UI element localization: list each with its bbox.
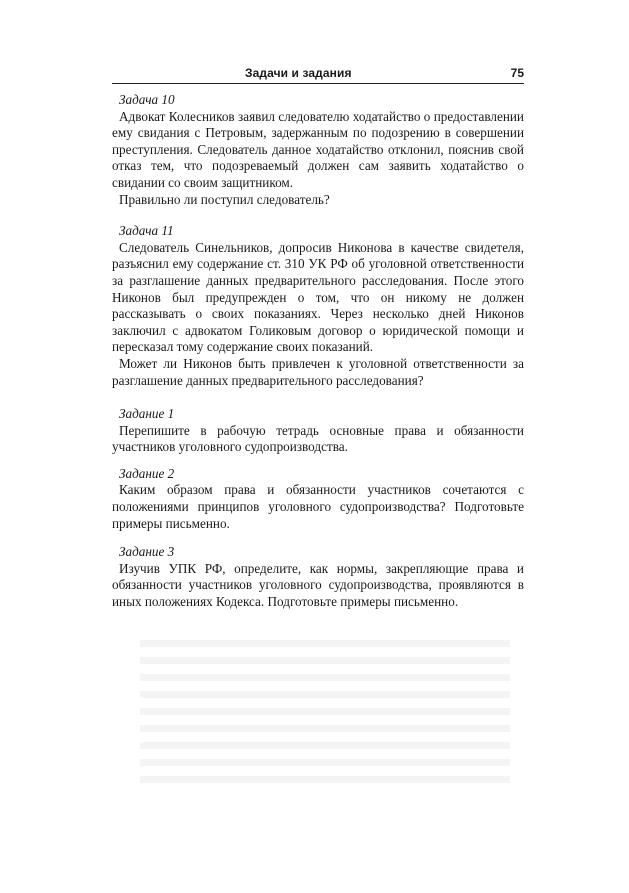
assignment-label: Задание 1 [119, 406, 175, 422]
task-block [112, 92, 524, 208]
assignment-paragraph: Каким образом права и обязанности участников сочетаются с положениями принципов уголовного судопроизводства? Подготовьте примеры письменно. [112, 482, 524, 531]
assignment-label: Задание 2 [119, 465, 175, 481]
task-paragraph: Следователь Синельников, допросив Никонова в качестве свидетеля, разъяснил ему содержание ст. 310 УК РФ об уголовной ответственности за разглашение данных предварительного расследования. После этого Никонов был предупрежден о том, что он никому не должен рассказывать о своих показаниях. Через несколько дней Никонов заключил с адвокатом Голиковым договор о юридической помощи и пересказал тому содержание своих показаний. [112, 239, 524, 355]
header-rule [112, 83, 524, 84]
task-question: Может ли Никонов быть привлечен к уголовной ответственности за разглашение данных предварительного расследования? [112, 355, 524, 388]
running-header [112, 66, 524, 86]
task-label: Задача 11 [119, 223, 174, 239]
bleed-through-shading [140, 640, 510, 790]
task-label: Задача 10 [119, 92, 175, 107]
assignment-block [112, 466, 524, 532]
task-question: Правильно ли поступил следователь? [119, 191, 330, 207]
assignment-paragraph: Изучив УПК РФ, определите, как нормы, закрепляющие права и обязанности участников уголовного судопроизводства, проявляются в иных положениях Кодекса. Подготовьте примеры письменно. [112, 560, 524, 610]
page-content [112, 92, 524, 626]
task-paragraph: Адвокат Колесников заявил следователю ходатайство о предоставлении ему свидания с Петровым, задержанным по подозрению в совершении преступления. Следователь данное ходатайство отклонил, пояснив свой отказ тем, что подозреваемый должен сам заявить ходатайство о свидании со своим защитником. [112, 108, 524, 190]
assignment-block [112, 406, 524, 456]
page-number: 75 [510, 66, 524, 80]
header-title: Задачи и задания [245, 66, 352, 80]
assignment-block [112, 544, 524, 610]
assignment-paragraph: Перепишите в рабочую тетрадь основные права и обязанности участников уголовного судопроизводства. [112, 422, 524, 455]
assignment-label: Задание 3 [119, 544, 175, 560]
task-block [112, 223, 524, 389]
